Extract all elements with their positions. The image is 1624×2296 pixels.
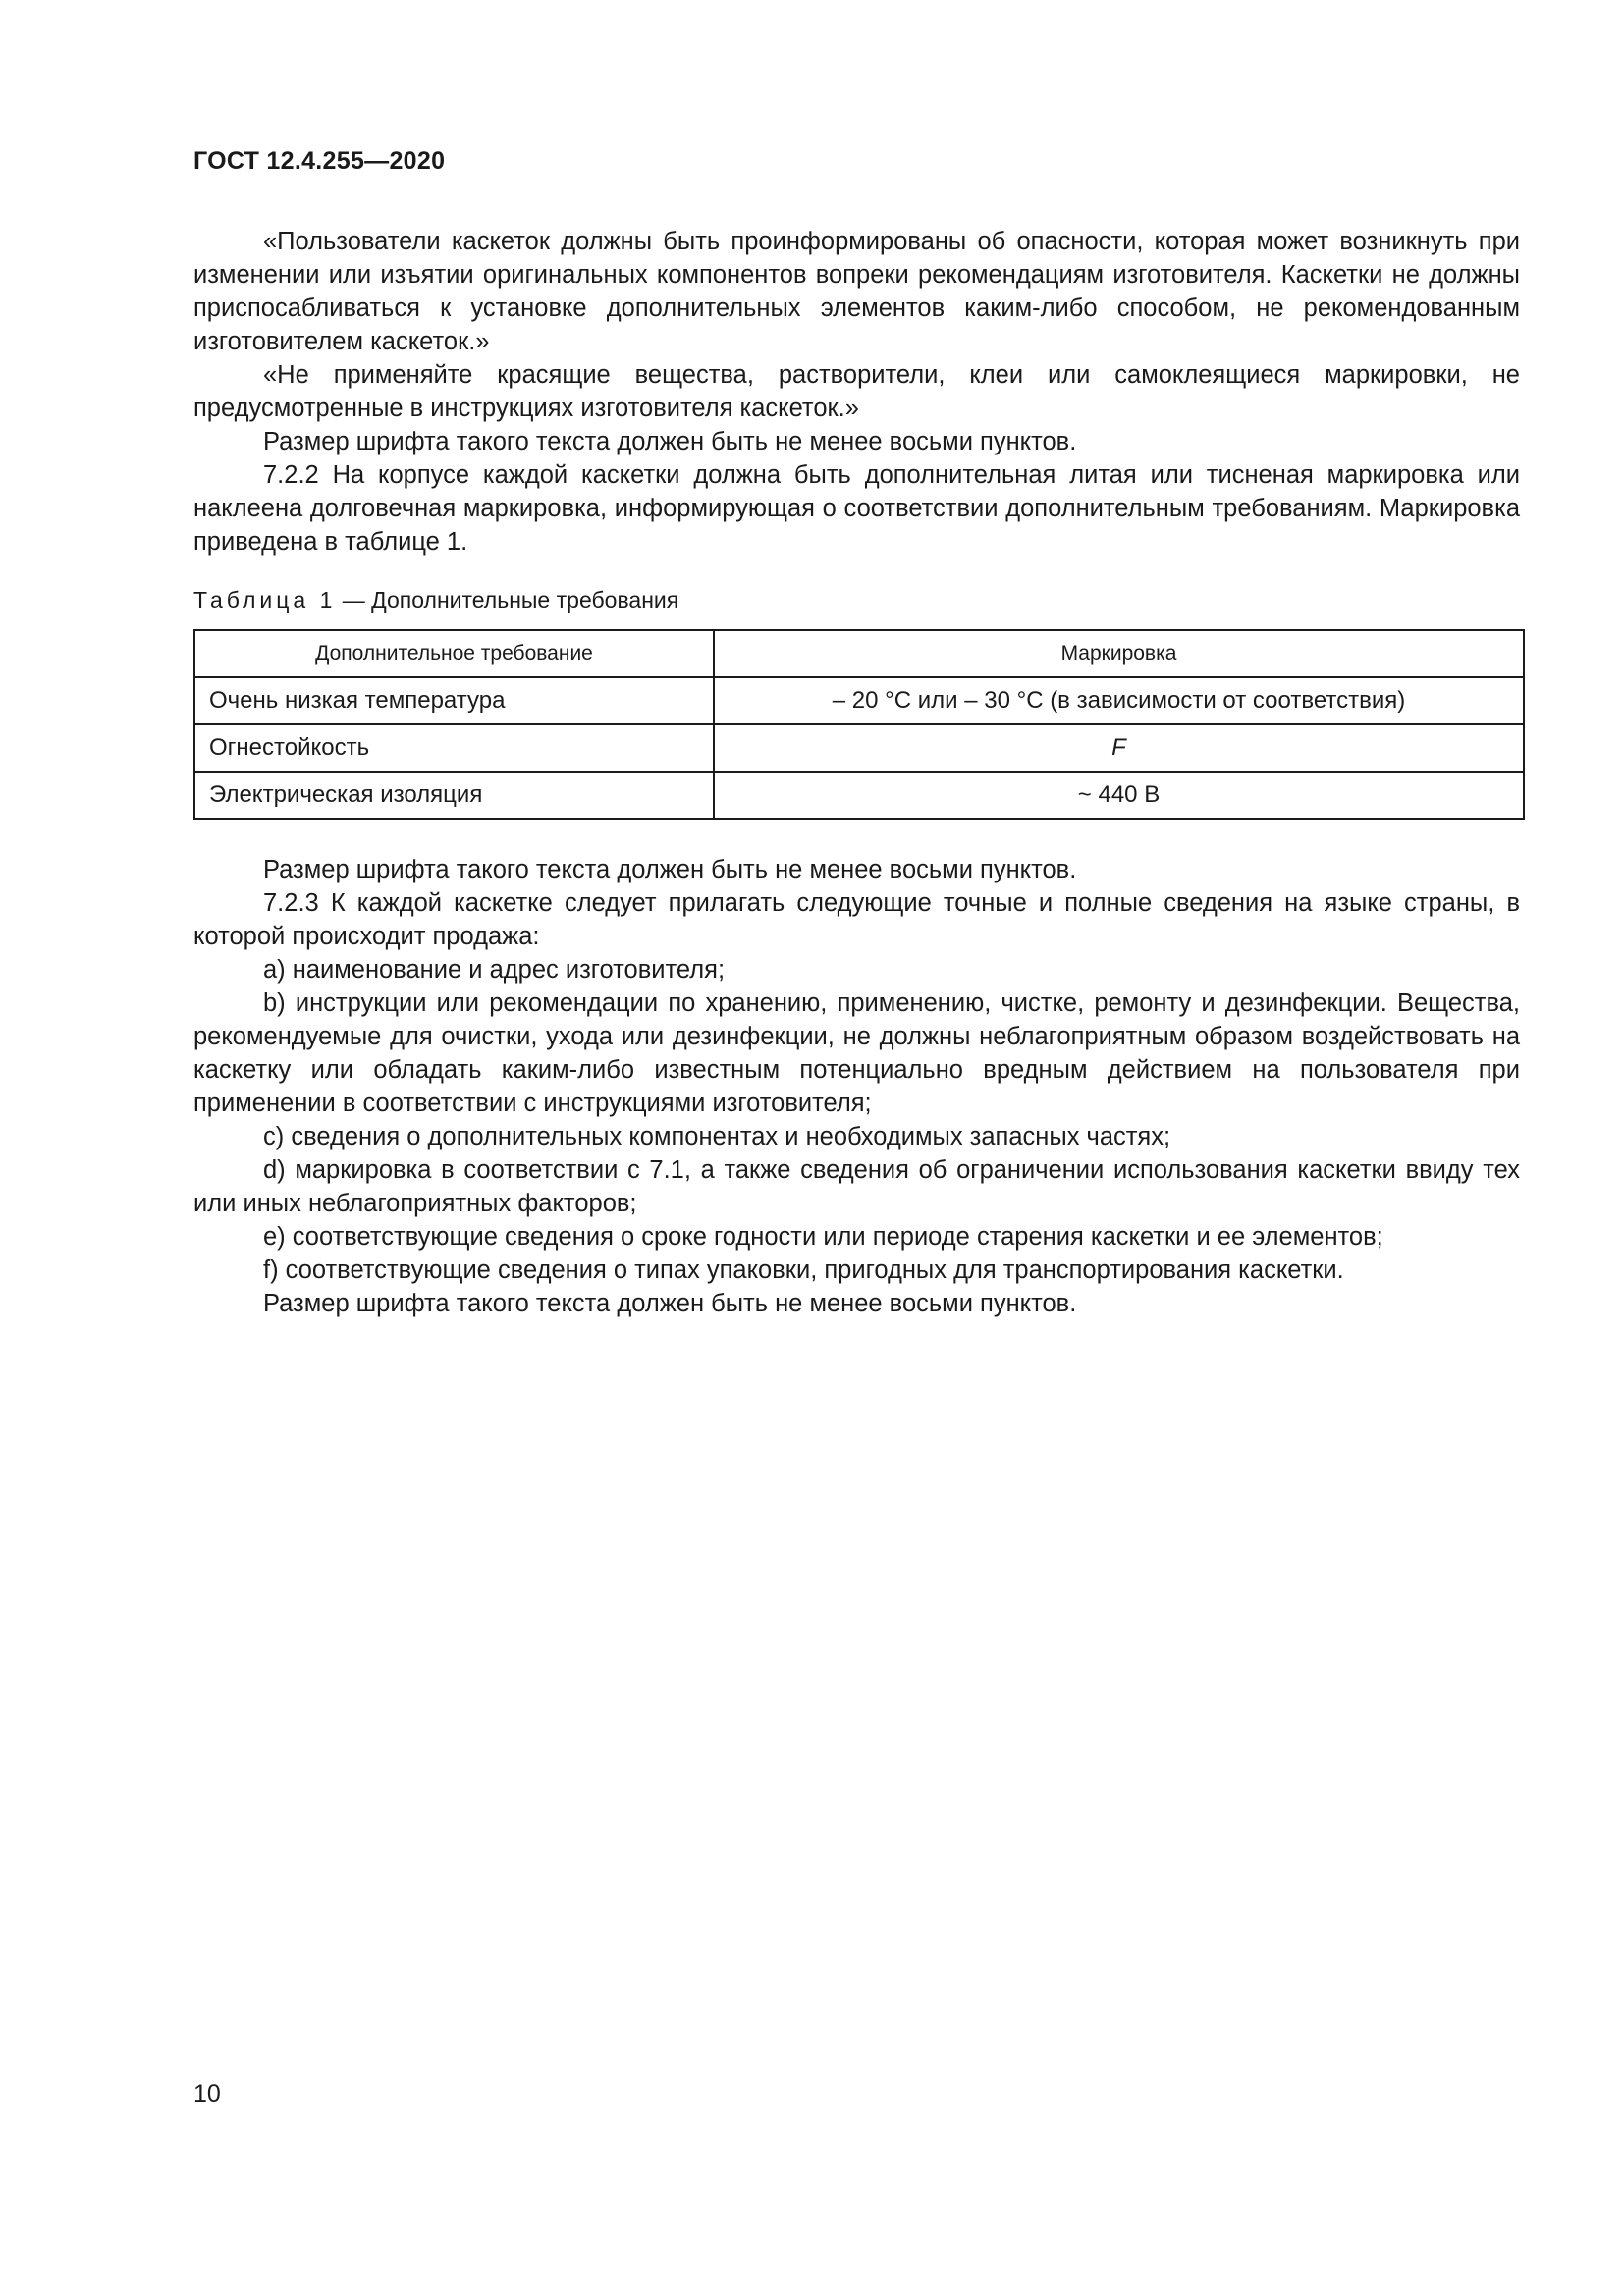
paragraph-font-size-note: Размер шрифта такого текста должен быть не менее восьми пунктов. xyxy=(263,1290,1077,1317)
requirement-cell: Очень низкая температура xyxy=(194,677,714,724)
paragraph-clause-7-2-2: 7.2.2 На корпусе каждой каскетки должна быть дополнительная литая или тисненая маркировка или наклеена долговечная маркировка, информирующая о соответствии дополнительным требованиям. Маркировка приведена в таблице 1. xyxy=(193,461,1520,556)
marking-cell: – 20 °C или – 30 °C (в зависимости от соответствия) xyxy=(714,677,1524,724)
table-header-row xyxy=(194,630,1524,677)
paragraph-clause-7-2-3: 7.2.3 К каждой каскетке следует прилагать следующие точные и полные сведения на языке страны, в которой происходит продажа: xyxy=(193,889,1520,950)
document-code: ГОСТ 12.4.255—2020 xyxy=(193,147,446,175)
marking-cell: F xyxy=(714,724,1524,772)
bottom-text-block xyxy=(193,853,1520,1320)
table-caption-label: Таблица 1 xyxy=(193,587,337,613)
page-number: 10 xyxy=(193,2080,221,2108)
paragraph-font-size-note: Размер шрифта такого текста должен быть не менее восьми пунктов. xyxy=(263,428,1077,455)
requirement-cell: Огнестойкость xyxy=(194,724,714,772)
column-header-requirement: Дополнительное требование xyxy=(194,630,714,677)
table-row xyxy=(194,772,1524,819)
list-item: e) соответствующие сведения о сроке годности или периоде старения каскетки и ее элементов; xyxy=(263,1223,1383,1251)
list-item: b) инструкции или рекомендации по хранению, применению, чистке, ремонту и дезинфекции. Вещества, рекомендуемые для очистки, ухода или дезинфекции, не должны неблагоприятным образом воздействовать на каскетку или обладать каким-либо известным потенциально вредным действием на пользователя при применении в соответствии с инструкциями изготовителя; xyxy=(193,989,1520,1117)
paragraph-font-size-note: Размер шрифта такого текста должен быть не менее восьми пунктов. xyxy=(263,856,1077,883)
table-row xyxy=(194,677,1524,724)
marking-cell: ~ 440 В xyxy=(714,772,1524,819)
column-header-marking: Маркировка xyxy=(714,630,1524,677)
table-row xyxy=(194,724,1524,772)
list-item: c) сведения о дополнительных компонентах и необходимых запасных частях; xyxy=(263,1123,1171,1150)
list-item: f) соответствующие сведения о типах упаковки, пригодных для транспортирования каскетки. xyxy=(263,1256,1344,1284)
paragraph-warning-solvents: «Не применяйте красящие вещества, растворители, клеи или самоклеящиеся маркировки, не предусмотренные в инструкциях изготовителя каскеток.» xyxy=(193,361,1520,422)
table-caption-title: — Дополнительные требования xyxy=(336,587,679,613)
paragraph-warning-modification: «Пользователи каскеток должны быть проинформированы об опасности, которая может возникнуть при изменении или изъятии оригинальных компонентов вопреки рекомендациям изготовителя. Каскетки не должны приспосабливаться к установке дополнительных элементов каким-либо способом, не рекомендованным изготовителем каскеток.» xyxy=(193,228,1520,355)
top-text-block xyxy=(193,225,1520,559)
table-caption xyxy=(193,587,678,614)
requirement-cell: Электрическая изоляция xyxy=(194,772,714,819)
additional-requirements-table xyxy=(193,629,1525,820)
list-item: a) наименование и адрес изготовителя; xyxy=(263,956,726,984)
list-item: d) маркировка в соответствии с 7.1, а также сведения об ограничении использования каскетки ввиду тех или иных неблагоприятных факторов; xyxy=(193,1156,1520,1217)
